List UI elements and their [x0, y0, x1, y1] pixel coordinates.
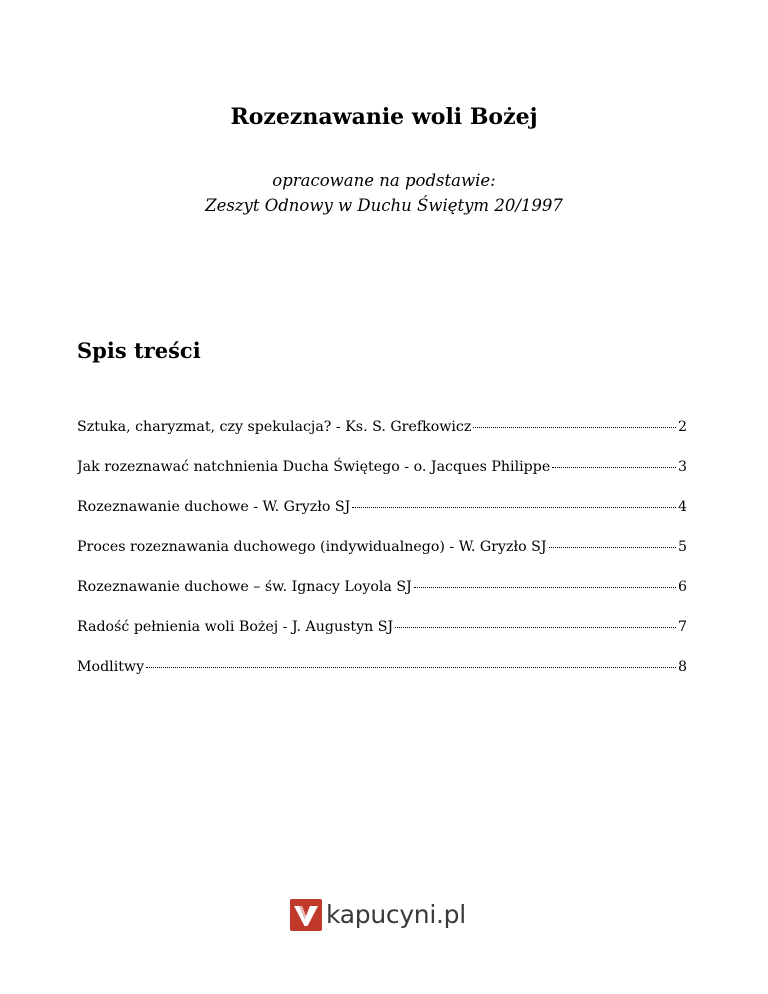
toc-dot-leader	[473, 425, 676, 428]
toc-entry-title: Radość pełnienia woli Bożej - J. Augustyn SJ	[77, 619, 394, 635]
subtitle-line-2: Zeszyt Odnowy w Duchu Świętym 20/1997	[205, 196, 563, 215]
logo-text: kapucyni.pl	[326, 900, 466, 929]
kapucyni-logo	[290, 898, 466, 932]
toc-entry[interactable]	[77, 457, 687, 477]
toc-entry-page: 3	[677, 459, 687, 475]
document-subtitle	[0, 168, 768, 218]
toc-entry-page: 6	[677, 579, 687, 595]
toc-entry-page: 4	[677, 499, 687, 515]
toc-entry[interactable]	[77, 537, 687, 557]
toc-entry-title: Rozeznawanie duchowe – św. Ignacy Loyola SJ	[77, 579, 412, 595]
toc-entry-page: 5	[677, 539, 687, 555]
toc-entry[interactable]	[77, 417, 687, 437]
toc-entry[interactable]	[77, 497, 687, 517]
table-of-contents	[77, 417, 687, 677]
toc-entry-page: 8	[677, 659, 687, 675]
toc-dot-leader	[146, 665, 676, 668]
toc-heading: Spis treści	[77, 338, 201, 363]
toc-entry-title: Sztuka, charyzmat, czy spekulacja? - Ks. S. Grefkowicz	[77, 419, 472, 435]
toc-dot-leader	[352, 505, 676, 508]
toc-dot-leader	[549, 545, 676, 548]
toc-dot-leader	[414, 585, 676, 588]
toc-entry[interactable]	[77, 657, 687, 677]
subtitle-line-1: opracowane na podstawie:	[272, 171, 496, 190]
toc-entry-page: 7	[677, 619, 687, 635]
toc-entry-title: Jak rozeznawać natchnienia Ducha Świętego - o. Jacques Philippe	[77, 459, 551, 475]
toc-dot-leader	[395, 625, 676, 628]
toc-entry[interactable]	[77, 577, 687, 597]
toc-entry-page: 2	[677, 419, 687, 435]
toc-entry-title: Modlitwy	[77, 659, 145, 675]
toc-entry[interactable]	[77, 617, 687, 637]
toc-entry-title: Proces rozeznawania duchowego (indywidualnego) - W. Gryzło SJ	[77, 539, 547, 555]
toc-entry-title: Rozeznawanie duchowe - W. Gryzło SJ	[77, 499, 351, 515]
document-title: Rozeznawanie woli Bożej	[230, 104, 538, 130]
toc-dot-leader	[552, 465, 676, 468]
kapucyni-logo-icon	[290, 899, 322, 931]
